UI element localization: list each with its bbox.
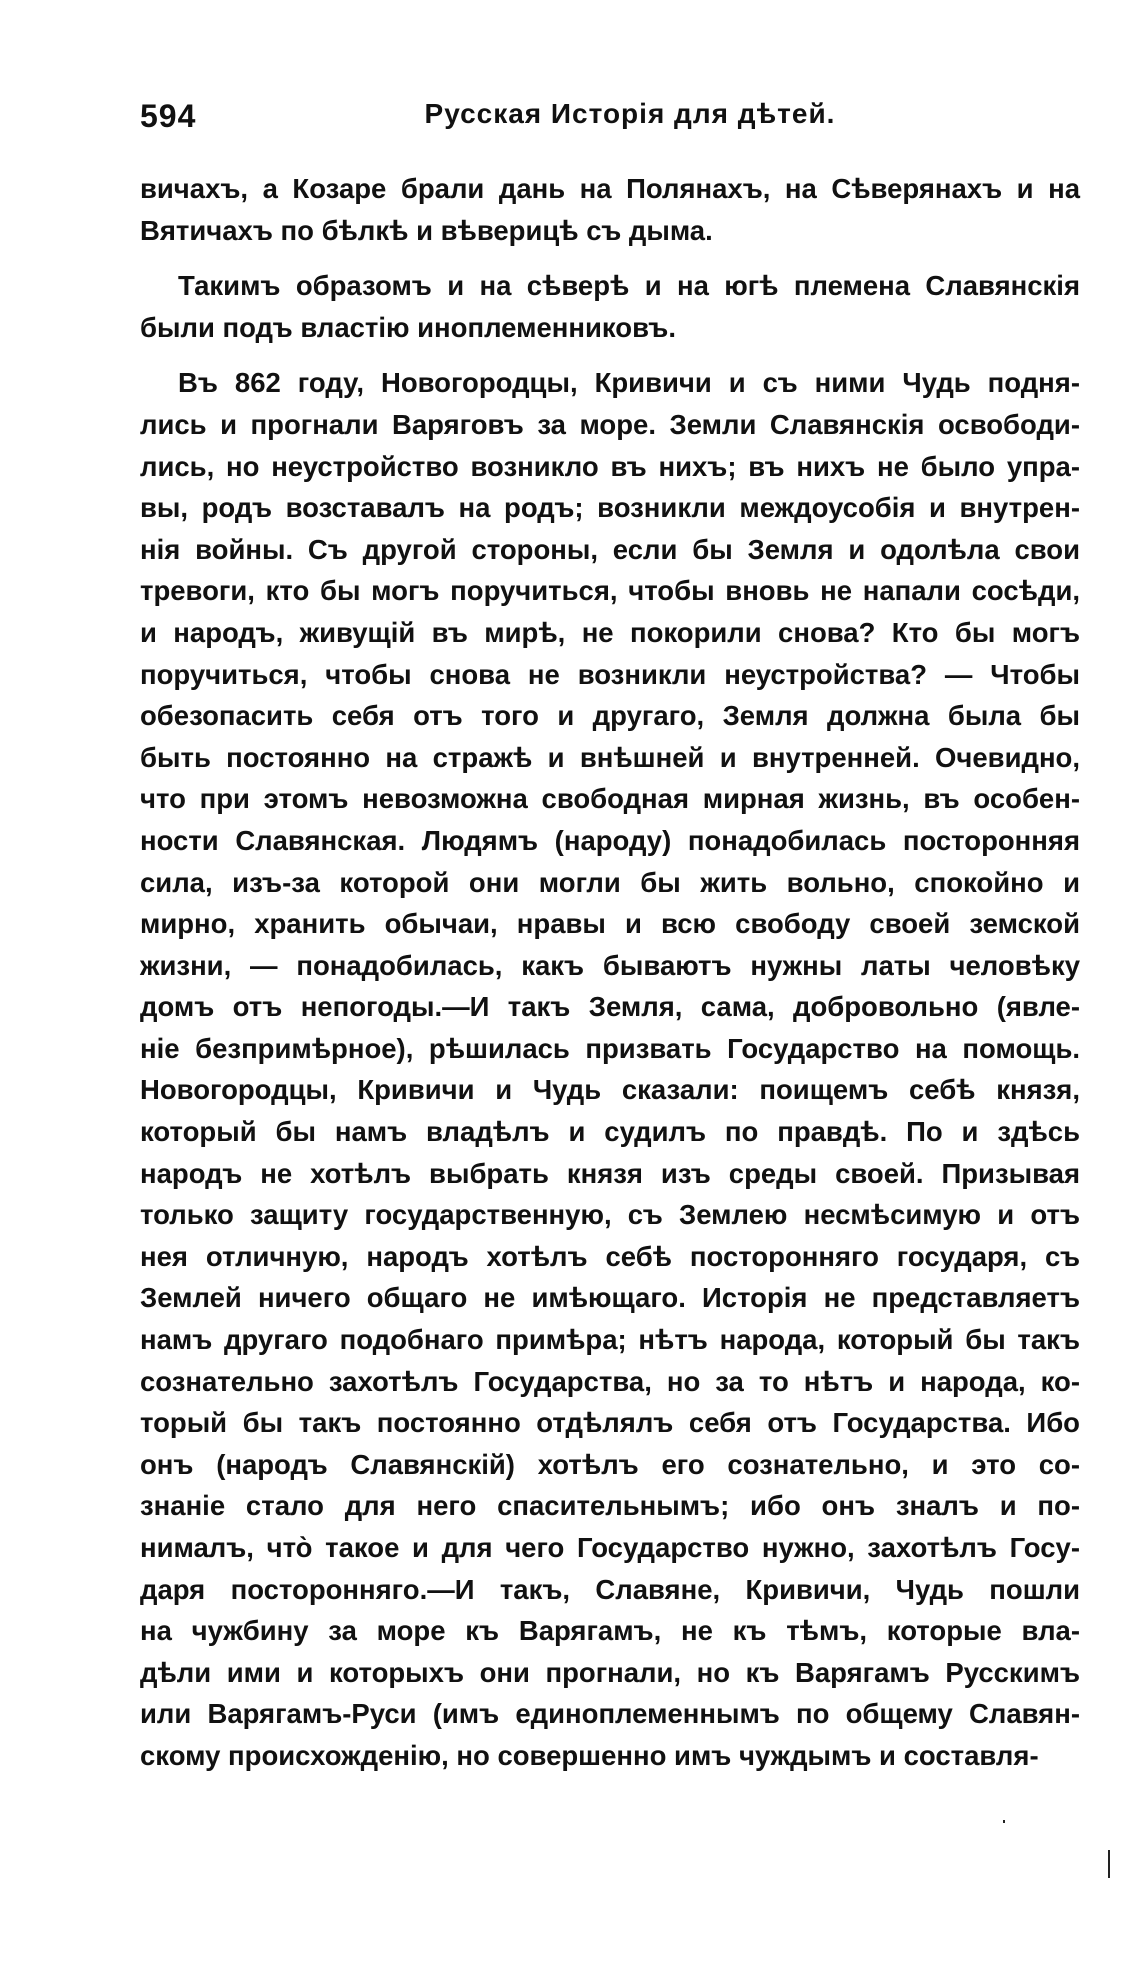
text-line: онъ (народъ Славянскій) хотѣлъ его сознательно, и это со- [140,1448,1080,1480]
text-line: Въ 862 году, Новогородцы, Кривичи и съ ними Чудь подня- [178,367,1080,399]
text-line: Новогородцы, Кривичи и Чудь сказали: поищемъ себѣ князя, [140,1074,1080,1106]
text-line: вичахъ, а Козаре брали дань на Полянахъ, на Сѣверянахъ и на [140,173,1080,204]
running-title: Русская Исторія для дѣтей. [424,98,836,129]
margin-mark [1108,1850,1110,1878]
text-line: тревоги, кто бы могъ поручиться, чтобы вновь не напали сосѣди, [140,575,1080,607]
body-text [140,168,1080,1777]
text-line: знаніе стало для него спасительнымъ; ибо онъ зналъ и по- [140,1490,1080,1522]
text-line: или Варягамъ-Руси (имъ единоплеменнымъ по общему Славян- [140,1698,1080,1730]
text-line: что при этомъ невозможна свободная мирная жизнь, въ особен- [140,783,1080,815]
text-line: и народъ, живущій въ мирѣ, не покорили снова? Кто бы могъ [140,616,1080,648]
paragraph [140,265,1080,348]
text-line: жизни, — понадобилась, какъ бываютъ нужны латы человѣку [140,949,1080,981]
text-line: ности Славянская. Людямъ (народу) понадобилась посторонняя [140,824,1080,856]
text-line: лись, но неустройство возникло въ нихъ; въ нихъ не было упра- [140,450,1080,482]
paragraph [140,168,1080,251]
text-line: Землей ничего общаго не имѣющаго. Исторія не представляетъ [140,1282,1080,1314]
paragraph-gap [140,251,1080,265]
text-line: народъ не хотѣлъ выбрать князя изъ среды своей. Призывая [140,1157,1080,1189]
text-line: дѣли ими и которыхъ они прогнали, но къ Варягамъ Русскимъ [140,1656,1080,1688]
text-line: Вятичахъ по бѣлкѣ и вѣверицѣ съ дыма. [140,214,713,246]
text-line: даря посторонняго.—И такъ, Славяне, Кривичи, Чудь пошли [140,1573,1080,1605]
margin-dot [1003,1820,1005,1823]
text-line: сила, изъ-за которой они могли бы жить вольно, спокойно и [140,866,1080,898]
page-header [140,98,1080,148]
text-line: нималъ, что̀ такое и для чего Государство нужно, захотѣлъ Госу- [140,1532,1080,1563]
text-line: намъ другаго подобнаго примѣра; нѣтъ народа, который бы такъ [140,1324,1080,1356]
text-line: на чужбину за море къ Варягамъ, не къ тѣмъ, которые вла- [140,1615,1080,1647]
text-line: поручиться, чтобы снова не возникли неустройства? — Чтобы [140,658,1080,690]
text-line: который бы намъ владѣлъ и судилъ по правдѣ. По и здѣсь [140,1116,1080,1148]
text-line: лись и прогнали Варяговъ за море. Земли Славянскія освободи- [140,408,1080,440]
text-line: нія войны. Съ другой стороны, если бы Земля и одолѣла свои [140,533,1080,565]
text-line: были подъ властію иноплеменниковъ. [140,311,676,343]
page-number: 594 [140,98,197,134]
text-line: нея отличную, народъ хотѣлъ себѣ посторонняго государя, съ [140,1240,1080,1272]
paragraph-gap [140,348,1080,362]
text-line: домъ отъ непогоды.—И такъ Земля, сама, добровольно (явле- [140,991,1080,1023]
text-line: сознательно захотѣлъ Государства, но за то нѣтъ и народа, ко- [140,1365,1080,1397]
text-line: вы, родъ возставалъ на родъ; возникли междоусобія и внутрен- [140,492,1080,524]
text-line: торый бы такъ постоянно отдѣлялъ себя отъ Государства. Ибо [140,1407,1080,1439]
text-line: мирно, хранить обычаи, нравы и всю свободу своей земской [140,908,1080,940]
text-line: Такимъ образомъ и на сѣверѣ и на югѣ племена Славянскія [178,270,1080,302]
text-line: скому происхожденію, но совершенно имъ чуждымъ и составля- [140,1739,1039,1771]
text-line: ніе безпримѣрное), рѣшилась призвать Государство на помощь. [140,1032,1080,1064]
text-line: обезопасить себя отъ того и другаго, Земля должна была бы [140,700,1080,732]
paragraph [140,362,1080,1776]
text-line: только защиту государственную, съ Землею несмѣсимую и отъ [140,1199,1080,1231]
text-line: быть постоянно на стражѣ и внѣшней и внутренней. Очевидно, [140,741,1080,773]
